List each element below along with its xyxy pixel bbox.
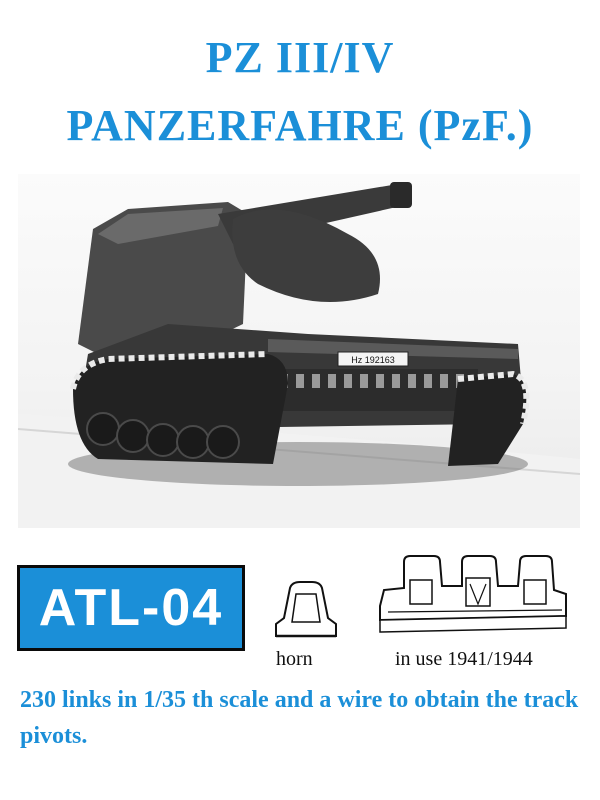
- page-title-line-2: PANZERFAHRE (PzF.): [66, 101, 534, 150]
- product-description: 230 links in 1/35 th scale and a wire to obtain the track pivots.: [20, 687, 579, 749]
- tank-illustration: [18, 174, 580, 528]
- product-code-badge: [17, 565, 245, 651]
- horn-diagram: [270, 578, 342, 640]
- track-link-diagram: [374, 550, 572, 640]
- track-caption: in use 1941/1944: [395, 648, 533, 670]
- page-title-line-1: PZ III/IV: [205, 33, 395, 82]
- vehicle-photo: [18, 174, 580, 528]
- product-code: ATL-04: [38, 579, 224, 637]
- horn-caption: horn: [276, 648, 313, 670]
- number-plate-text: Hz 192163: [351, 355, 395, 365]
